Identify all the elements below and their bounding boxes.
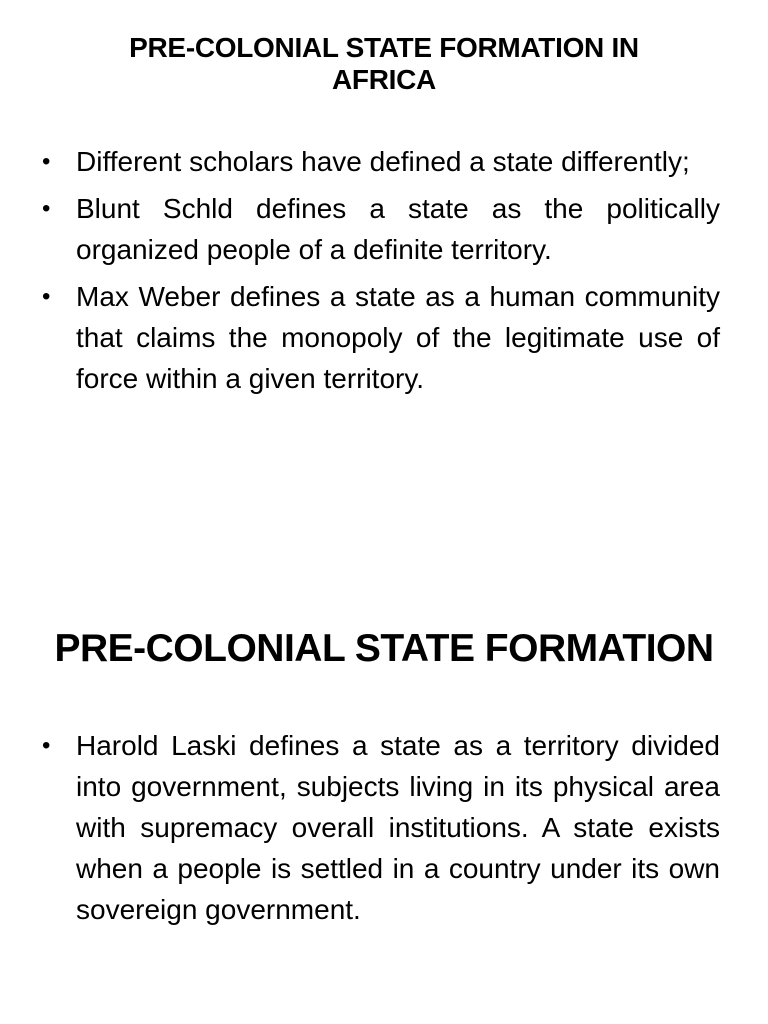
bullet-item — [42, 188, 720, 270]
bullet-icon: • — [42, 148, 51, 175]
bullet-text: Different scholars have defined a state differently; — [76, 146, 690, 177]
bullet-item — [42, 276, 720, 399]
bullet-list — [42, 141, 720, 405]
bullet-icon: • — [42, 283, 51, 310]
bullet-text: Harold Laski defines a state as a territory divided into government, subjects living in its physical area with supremacy overall institutions. A state exists when a people is settled in a country under its own sovereign government. — [76, 730, 720, 925]
bullet-text: Blunt Schld defines a state as the politically organized people of a definite territory. — [76, 193, 720, 265]
bullet-icon: • — [42, 195, 51, 222]
bullet-icon: • — [42, 732, 51, 759]
slide-2 — [0, 512, 768, 1024]
slide-title: PRE-COLONIAL STATE FORMATION IN AFRICA — [129, 32, 639, 95]
bullet-item — [42, 141, 720, 182]
slide-title: PRE-COLONIAL STATE FORMATION — [54, 627, 714, 670]
bullet-text: Max Weber defines a state as a human community that claims the monopoly of the legitimate use of force within a given territory. — [76, 281, 720, 394]
bullet-list — [42, 725, 720, 936]
bullet-item — [42, 725, 720, 930]
